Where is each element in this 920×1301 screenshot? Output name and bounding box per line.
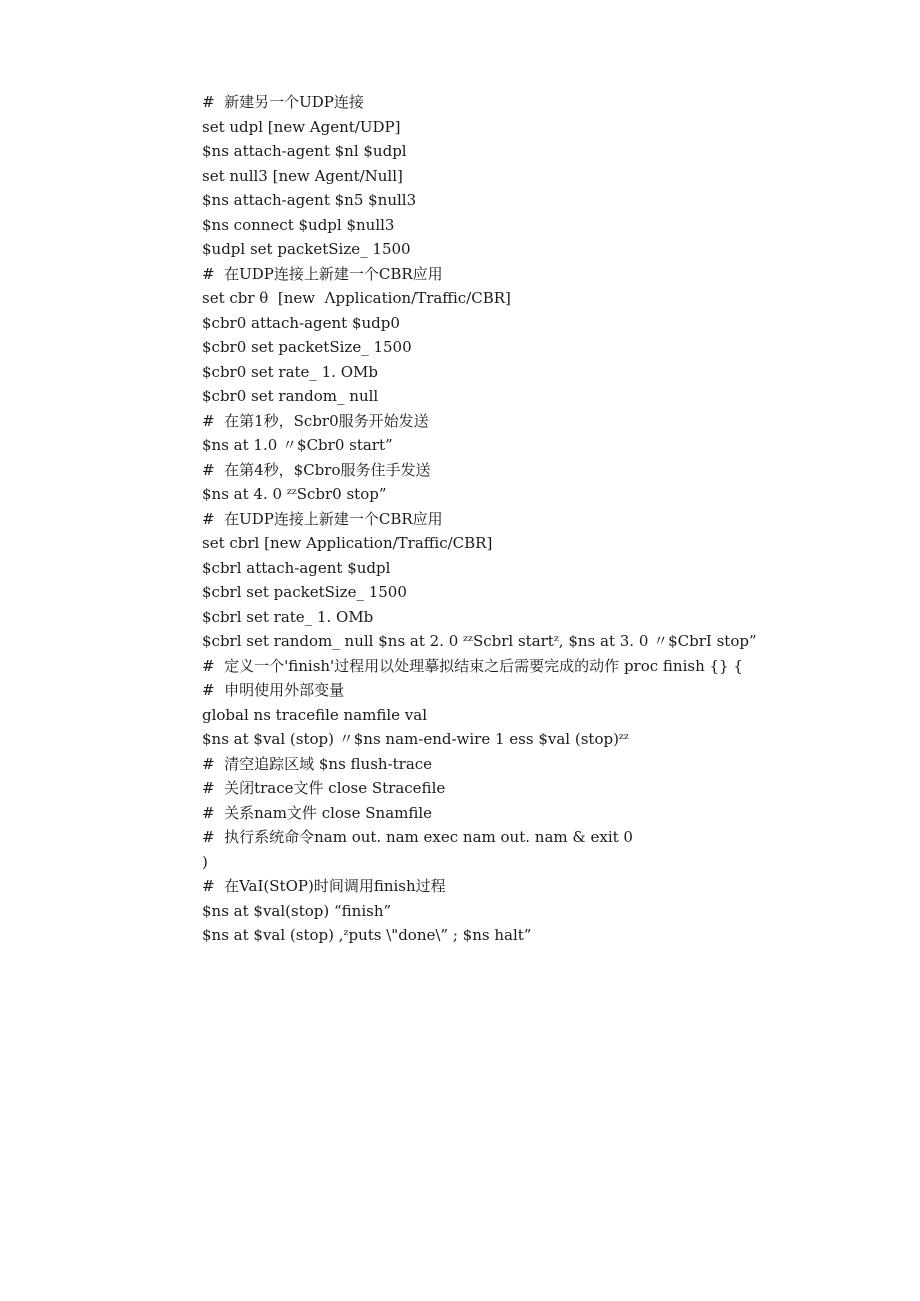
comment-line: # 新建另一个UDP连接 [202, 93, 364, 111]
code-line: $cbr0 set packetSize_ 1500 [202, 338, 412, 356]
code-line: $cbr0 attach-agent $udp0 [202, 313, 400, 332]
code-line: $cbrl set rate_ 1. OMb [202, 607, 374, 626]
code-line: set cbrl [new Application/Traffic/CBR] [202, 534, 493, 552]
code-line: $udpl set packetSize_ 1500 [202, 240, 411, 258]
code-line: $ns attach-agent $nl $udpl [202, 142, 407, 160]
code-line: ) [202, 852, 208, 871]
code-line: $cbr0 set rate_ 1. OMb [202, 362, 379, 381]
comment-line: # 清空追踪区域 $ns flush-trace [202, 754, 433, 773]
comment-line: # 定义一个'finish'过程用以处理摹拟结束之后需要完成的动作 proc finish {} { [202, 656, 743, 675]
code-line: set null3 [new Agent/Null] [202, 166, 403, 185]
comment-line: # 在VaI(StOP)时间调用finish过程 [202, 877, 446, 895]
code-line: $cbrl set packetSize_ 1500 [202, 583, 407, 601]
comment-line: # 申明使用外部变量 [202, 681, 345, 699]
code-line: set cbr θ [new Λpplication/Traffic/CBR] [202, 289, 511, 307]
code-line: set udpl [new Agent/UDP] [202, 117, 401, 136]
code-line: $ns at $val (stop) 〃$ns nam-end-wire 1 ess $val (stop)ᶻᶻ [202, 730, 629, 748]
code-line: $ns at 4. 0 ᶻᶻScbr0 stop” [202, 485, 387, 503]
code-line: $ns at 1.0 〃$Cbr0 start” [202, 436, 393, 454]
comment-line: # 关闭trace文件 close Stracefile [202, 779, 446, 797]
comment-line: # 执行系统命令nam out. nam exec nam out. nam & exit 0 [202, 828, 633, 846]
comment-line: # 在UDP连接上新建一个CBR应用 [202, 509, 443, 528]
code-line: $ns attach-agent $n5 $null3 [202, 191, 417, 209]
code-line: global ns tracefile namfile val [202, 705, 428, 724]
comment-line: # 在第4秒，$Cbro服务住手发送 [202, 460, 431, 479]
comment-line: # 在UDP连接上新建一个CBR应用 [202, 264, 443, 283]
code-line: $cbrl set random_ null $ns at 2. 0 ᶻᶻScbrl startᶻ, $ns at 3. 0 〃$CbrI stop” [202, 632, 757, 650]
code-line: $ns at $val (stop) ,ᶻputs \"done\” ; $ns halt” [202, 926, 532, 944]
code-line: $cbr0 set random_ null [202, 387, 379, 405]
code-listing [202, 90, 802, 948]
code-line: $ns connect $udpl $null3 [202, 215, 395, 234]
code-line: $cbrl attach-agent $udpl [202, 558, 391, 577]
code-line: $ns at $val(stop) “finish” [202, 901, 392, 920]
comment-line: # 在第1秒，Scbr0服务开始发送 [202, 411, 429, 430]
comment-line: # 关系nam文件 close Snamfile [202, 803, 433, 822]
